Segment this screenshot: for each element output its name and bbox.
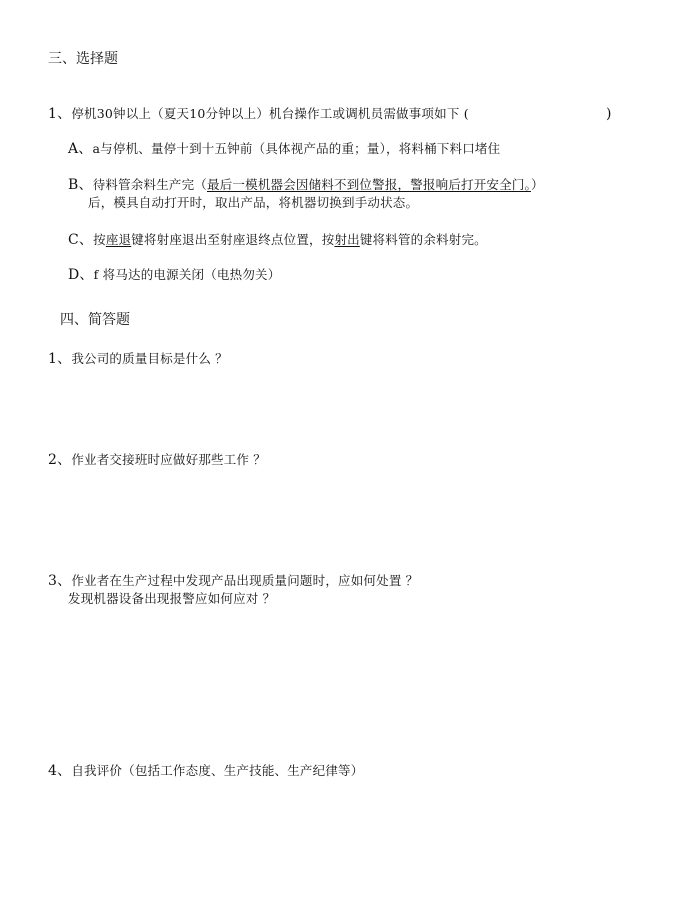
option-c-label: C、 — [68, 232, 94, 248]
option-c-post: 键将料管的余料射完。 — [359, 232, 487, 247]
option-d-text: f 将马达的电源关闭（电热勿关） — [93, 267, 281, 282]
short-question-2-number: 2、 — [48, 452, 72, 468]
short-question-4 — [48, 764, 363, 778]
option-b-post: ） — [530, 177, 544, 192]
question-1-close-paren: ) — [606, 106, 612, 122]
option-a-text: a与停机、量停十到十五钟前（具体视产品的重；量），将料桶下料口堵住 — [92, 141, 501, 156]
option-a-label: A、 — [68, 141, 93, 157]
section-3-title: 三、选择题 — [48, 51, 118, 67]
short-question-3-text: 作业者在生产过程中发现产品出现质量问题时，应如何处置 ？ — [71, 573, 419, 588]
option-c-mid: 键将射座退出至射座退终点位置，按 — [131, 232, 335, 247]
option-c — [68, 233, 487, 247]
option-b-label: B、 — [68, 177, 93, 193]
short-question-1-number: 1、 — [48, 351, 72, 367]
option-c-pre: 按 — [93, 232, 106, 247]
question-1 — [48, 107, 469, 121]
option-c-underline-2: 射出 — [334, 232, 360, 247]
short-question-4-text: 自我评价（包括工作态度、生产技能、生产纪律等） — [71, 763, 364, 778]
short-question-3-line2: 发现机器设备出现报警应如何应对 ？ — [68, 591, 276, 606]
short-question-1-text: 我公司的质量目标是什么 ？ — [71, 351, 228, 366]
question-1-text: 停机30钟以上（夏天10分钟以上）机台操作工或调机员需做事项如下 ( — [71, 106, 469, 121]
short-question-4-number: 4、 — [48, 763, 72, 779]
option-b-underlined: 最后一模机器会因储料不到位警报，警报响后打开安全门。 — [207, 177, 531, 192]
option-b-line2: 后，模具自动打开时，取出产品，将机器切换到手动状态。 — [88, 195, 419, 210]
option-b-pre: 待料管余料生产完（ — [92, 177, 208, 192]
option-b — [68, 178, 544, 192]
short-question-3 — [48, 574, 418, 588]
short-question-2 — [48, 453, 266, 467]
short-question-2-text: 作业者交接班时应做好那些工作 ？ — [71, 452, 266, 467]
short-question-1 — [48, 352, 228, 366]
option-c-underline-1: 座退 — [105, 232, 132, 247]
option-a — [68, 142, 500, 156]
section-4-title: 四、简答题 — [60, 312, 130, 328]
question-1-number: 1、 — [48, 106, 72, 122]
short-question-3-number: 3、 — [48, 573, 72, 589]
option-d-label: D、 — [68, 267, 94, 283]
option-d — [68, 268, 280, 282]
